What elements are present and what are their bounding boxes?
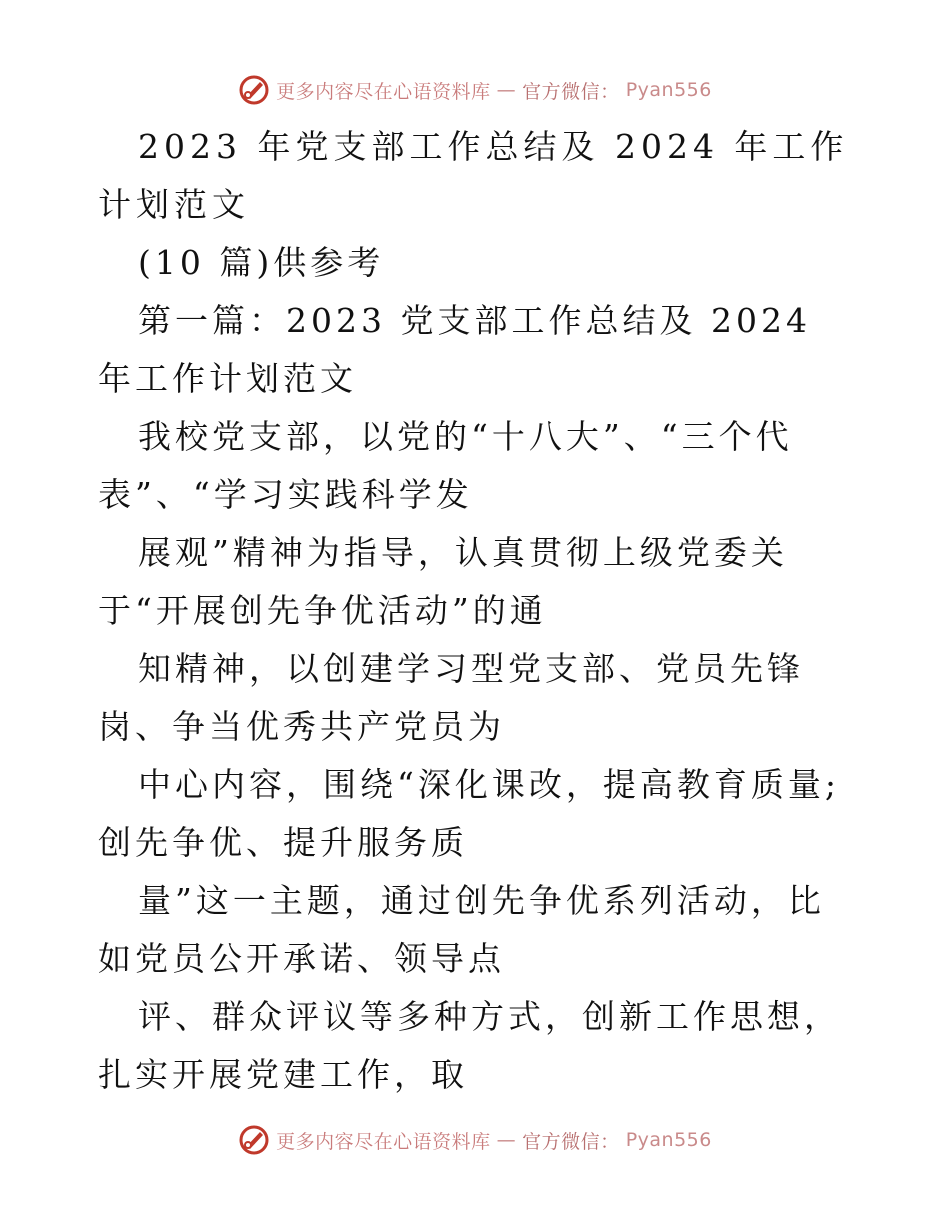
body-paragraph: 中心内容，围绕“深化课改，提高教育质量;创先争优、提升服务质 [98, 765, 840, 862]
banner-separator: — [496, 79, 517, 101]
banner-official-label: 官方微信： [522, 1130, 620, 1153]
document-title: 2023 年党支部工作总结及 2024 年工作计划范文 [98, 127, 849, 224]
brand-logo-icon [238, 1124, 270, 1156]
document-body [98, 118, 858, 1104]
body-paragraph: 知精神，以创建学习型党支部、党员先锋岗、争当优秀共产党员为 [98, 649, 804, 746]
section-heading: 第一篇：2023 党支部工作总结及 2024 年工作计划范文 [98, 301, 811, 398]
body-paragraph: 展观”精神为指导，认真贯彻上级党委关于“开展创先争优活动”的通 [98, 533, 788, 630]
banner-brand-text: 更多内容尽在心语资料库 [276, 1130, 491, 1153]
header-banner [0, 70, 950, 110]
body-paragraph: 评、群众评议等多种方式，创新工作思想，扎实开展党建工作，取 [98, 997, 841, 1094]
footer-banner [0, 1120, 950, 1160]
banner-official-label: 官方微信： [522, 80, 620, 103]
banner-separator: — [496, 1129, 517, 1151]
brand-logo-icon [238, 74, 270, 106]
banner-wechat-id: Pyan556 [625, 79, 712, 101]
body-paragraph: 量”这一主题，通过创先争优系列活动，比如党员公开承诺、领导点 [98, 881, 825, 978]
body-paragraph: 我校党支部，以党的“十八大”、“三个代表”、“学习实践科学发 [98, 417, 793, 514]
banner-brand-text: 更多内容尽在心语资料库 [276, 80, 491, 103]
document-subtitle: (10 篇)供参考 [138, 243, 385, 282]
banner-wechat-id: Pyan556 [625, 1129, 712, 1151]
